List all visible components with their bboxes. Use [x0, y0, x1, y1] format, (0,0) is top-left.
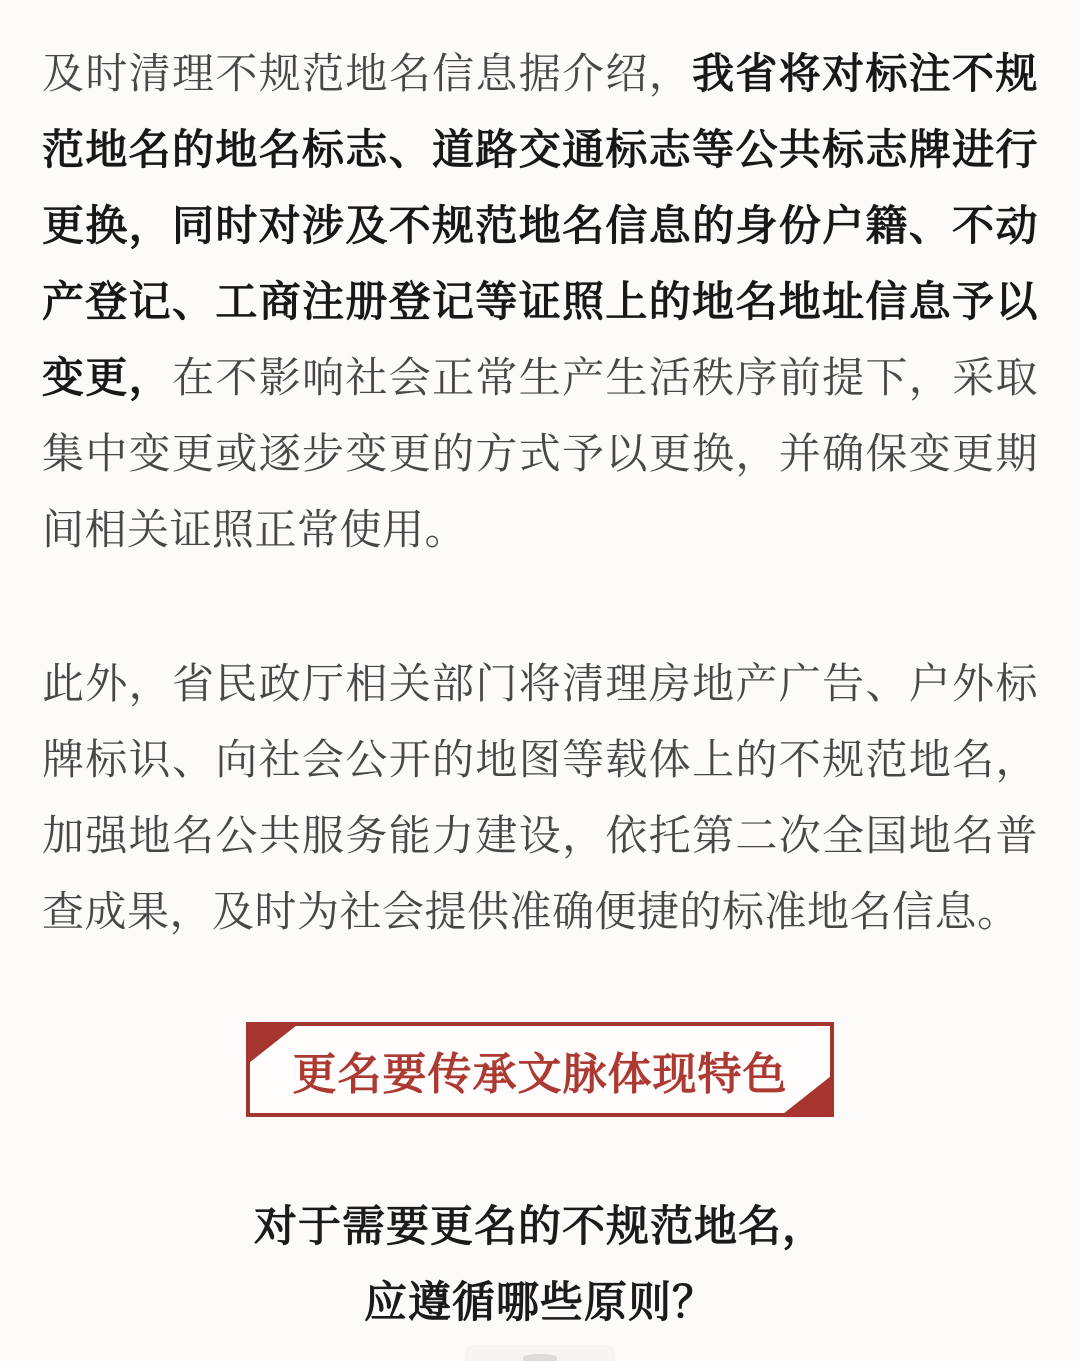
section-heading-banner-title: 更名要传承文脉体现特色 [292, 1049, 788, 1099]
banner-corner-bottom-right-triangle-icon [783, 1076, 831, 1114]
paragraph-followup: 此外，省民政厅相关部门将清理房地产广告、户外标牌标识、向社会公开的地图等载体上的不规范地名，加强地名公共服务能力建设，依托第二次全国地名普查成果，及时为社会提供准确便捷的标准地名信息。 [42, 660, 1038, 935]
question-heading-line2: 应遵循哪些原则？ [364, 1279, 716, 1327]
question-heading-line1: 对于需要更名的不规范地名， [254, 1203, 826, 1251]
next-content-peek [465, 1345, 615, 1361]
question-heading [42, 1189, 1038, 1341]
paragraph-intro-lead: 及时清理不规范地名信息据介绍， [42, 50, 693, 97]
paragraph-intro-emphasis: 我省将对标注不规范地名的地名标志、道路交通标志等公共标志牌进行更换，同时对涉及不规范地名信息的身份户籍、不动产登记、工商注册登记等证照上的地名地址信息予以变更， [42, 50, 1038, 401]
section-heading-banner [246, 1022, 834, 1117]
paragraph-intro-tail: 在不影响社会正常生产生活秩序前提下，采取集中变更或逐步变更的方式予以更换，并确保变更期间相关证照正常使用。 [42, 354, 1038, 553]
banner-corner-top-left-triangle-icon [249, 1025, 297, 1063]
paragraph-intro [42, 36, 1038, 568]
